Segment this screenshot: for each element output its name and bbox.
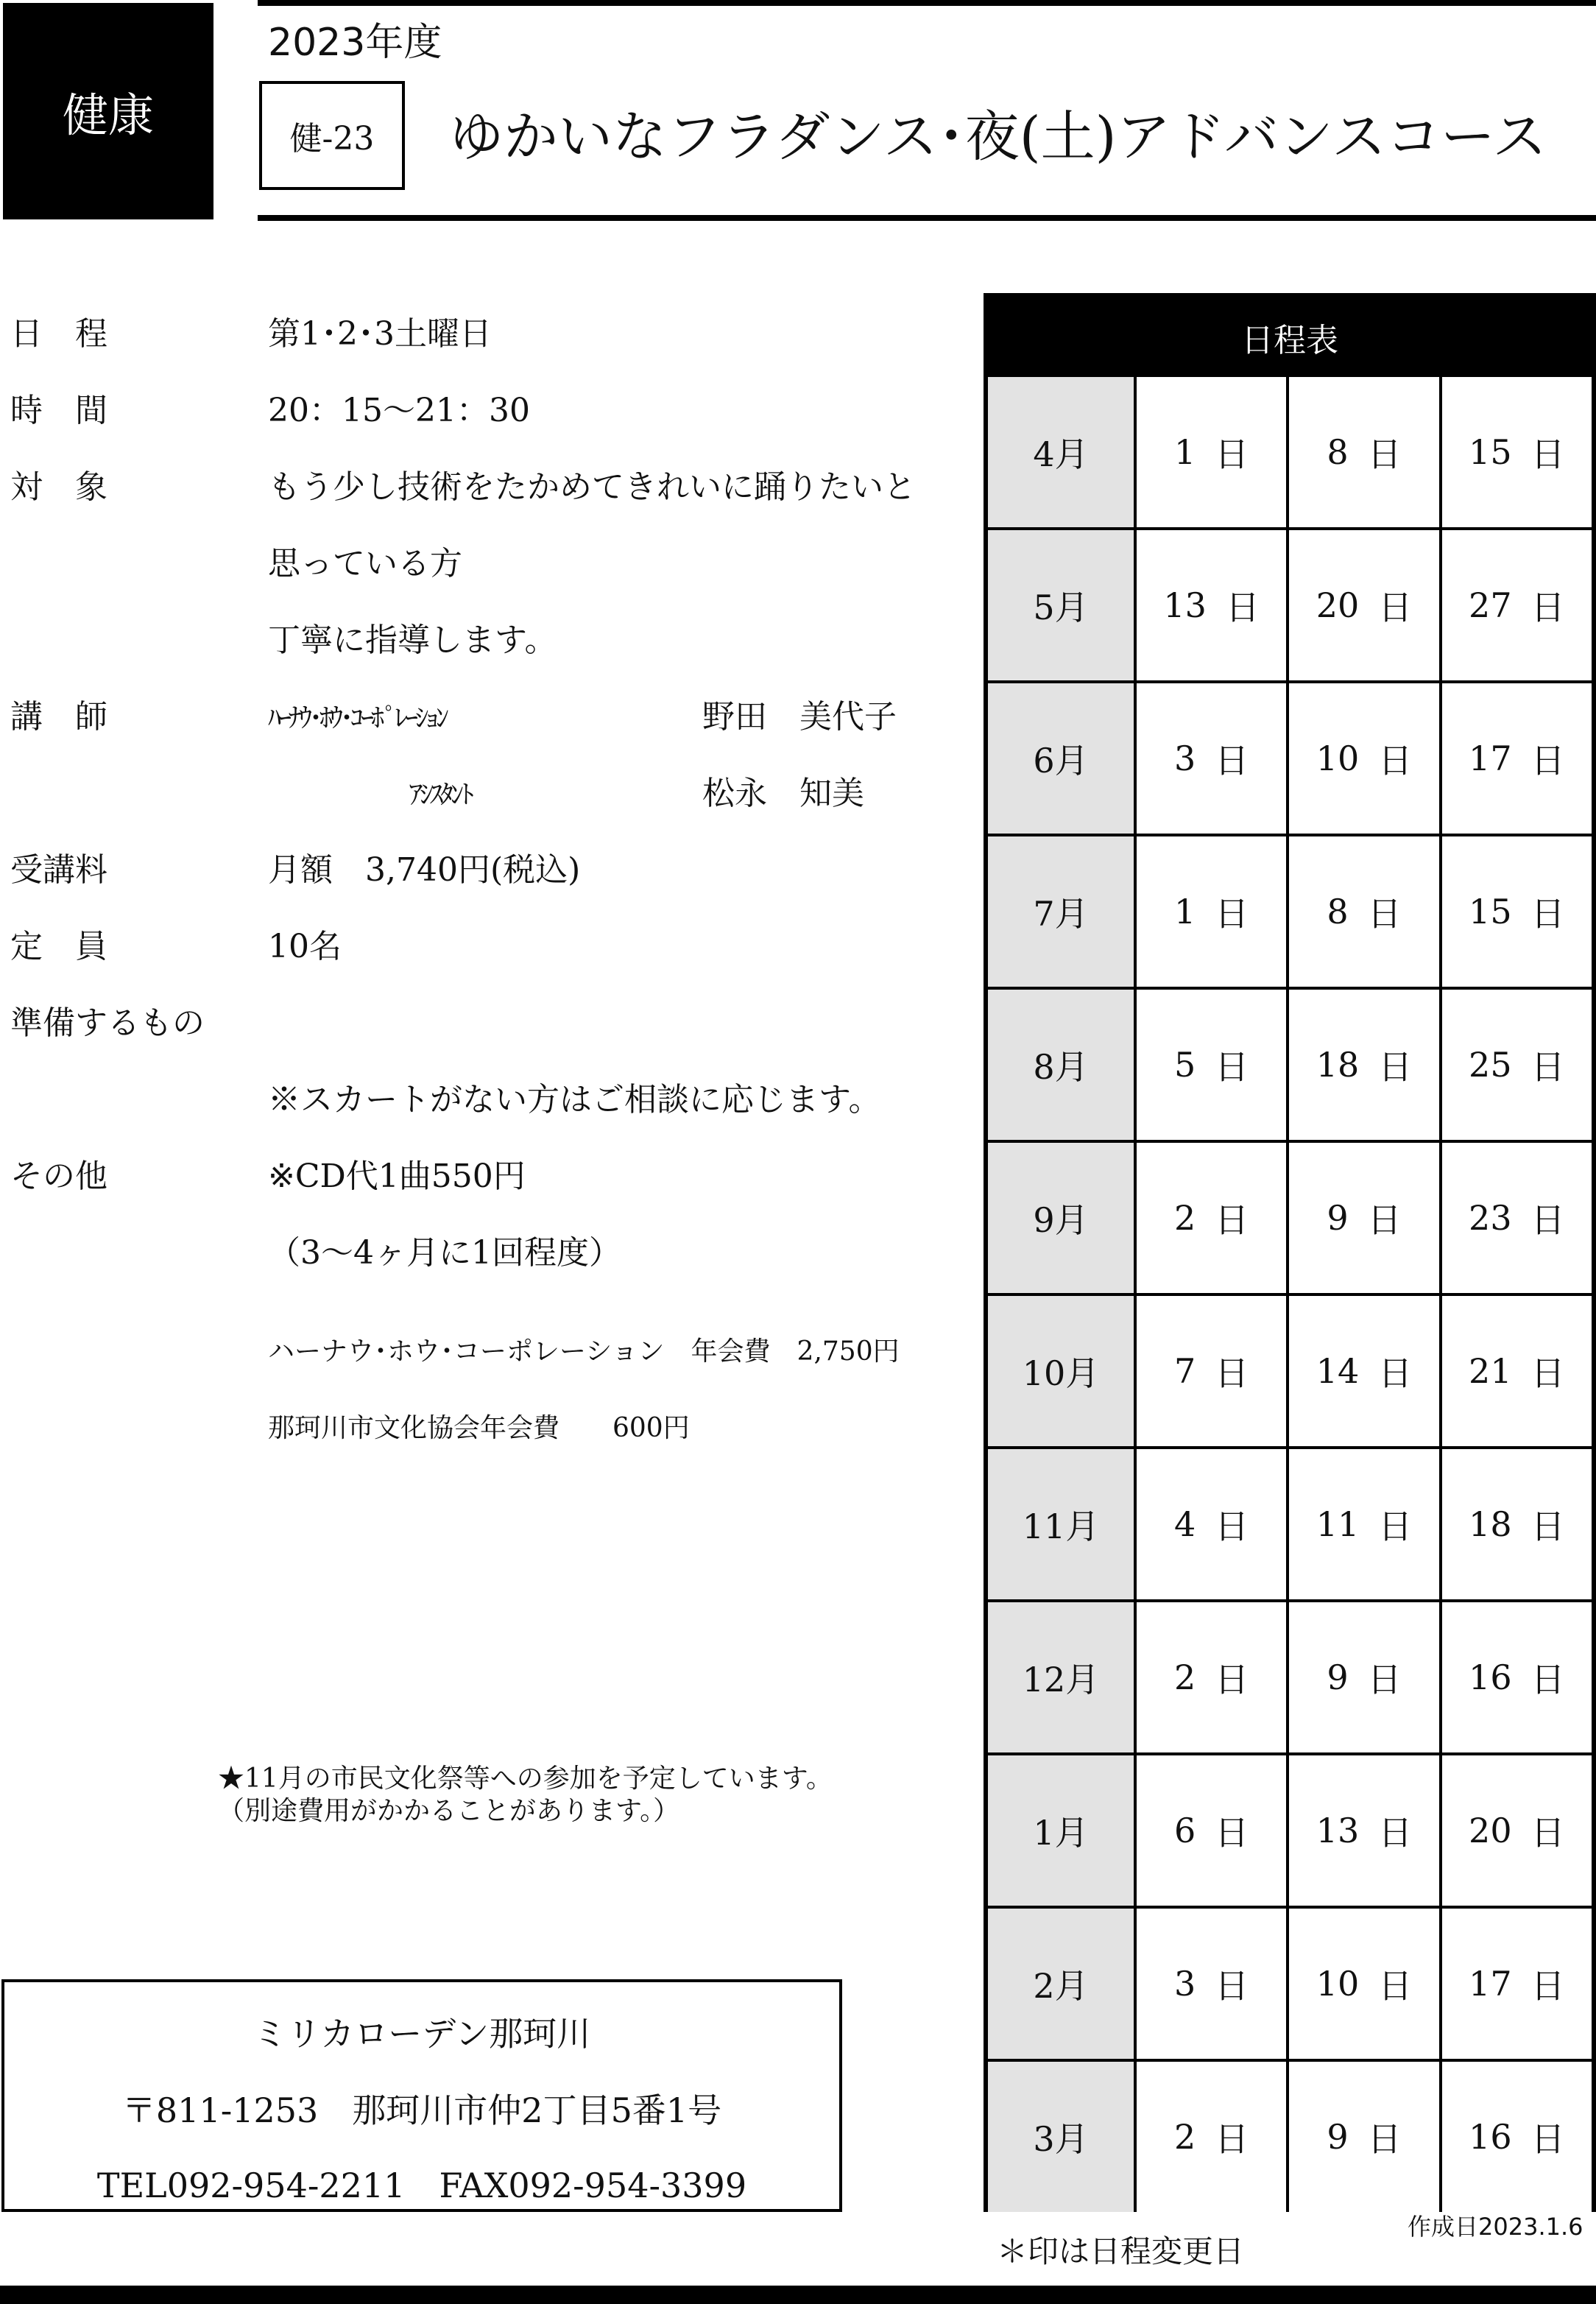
schedule-day: 1 <box>1174 432 1196 472</box>
schedule-month: 1月 <box>988 1755 1134 1906</box>
course-code: 健-23 <box>259 81 405 190</box>
schedule-month: 9月 <box>988 1143 1134 1293</box>
schedule-day-cell <box>1442 990 1592 1140</box>
other-line-1: ※CD代1曲550円 <box>268 1158 526 1195</box>
schedule-day: 27 <box>1469 585 1512 625</box>
target-line-3: 丁寧に指導します。 <box>268 621 557 659</box>
schedule-day-cell <box>1442 1143 1592 1293</box>
schedule-day: 15 <box>1469 892 1512 931</box>
schedule-day-cell <box>1289 1143 1438 1293</box>
schedule-day-unit: 日 <box>1215 1813 1249 1853</box>
schedule-day-unit: 日 <box>1530 1047 1565 1087</box>
schedule-day-unit: 日 <box>1530 1353 1565 1393</box>
schedule-day-cell <box>1442 1909 1592 2059</box>
schedule-month: 6月 <box>988 683 1134 834</box>
schedule-day-cell <box>1289 2062 1438 2212</box>
schedule-day-cell <box>1137 1602 1286 1752</box>
schedule-day: 18 <box>1469 1504 1512 1544</box>
schedule-day-cell <box>1137 990 1286 1140</box>
course-title: ゆかいなフラダンス･夜(土)アドバンスコース <box>449 105 1547 169</box>
schedule-day: 20 <box>1469 1811 1512 1850</box>
schedule-day-cell <box>1442 836 1592 987</box>
schedule-day-cell <box>1442 1449 1592 1599</box>
schedule-day-cell <box>1442 1296 1592 1446</box>
schedule-day-unit: 日 <box>1530 434 1565 474</box>
schedule-day-cell <box>1289 377 1438 527</box>
schedule-day-cell <box>1289 1602 1438 1752</box>
schedule-day-cell <box>1137 836 1286 987</box>
schedule-day-unit: 日 <box>1215 2119 1249 2159</box>
schedule-title: 日程表 <box>1241 322 1338 359</box>
capacity-label: 定 員 <box>10 928 107 965</box>
schedule-day-unit: 日 <box>1530 1200 1565 1240</box>
schedule-day-unit: 日 <box>1215 1353 1249 1393</box>
venue-contact: TEL092-954-2211 FAX092-954-3399 <box>96 2166 747 2205</box>
items-note: ※スカートがない方はご相談に応じます。 <box>268 1081 881 1118</box>
top-rule <box>258 0 1596 6</box>
other-label: その他 <box>10 1158 107 1195</box>
schedule-day-cell <box>1137 2062 1286 2212</box>
schedule-day-cell <box>1137 1449 1286 1599</box>
schedule-day: 6 <box>1174 1811 1196 1850</box>
schedule-day-unit: 日 <box>1215 741 1249 781</box>
schedule-day-cell <box>1289 1909 1438 2059</box>
schedule-day-cell <box>1442 683 1592 834</box>
venue-box <box>1 1979 842 2212</box>
schedule-day-cell <box>1289 683 1438 834</box>
change-note: ＊印は日程変更日 <box>997 2233 1245 2269</box>
schedule-day-unit: 日 <box>1378 1966 1413 2006</box>
venue-address: 〒811-1253 那珂川市仲2丁目5番1号 <box>121 2090 722 2130</box>
fee-label: 受講料 <box>10 851 107 889</box>
assistant-role: ｱｼｽﾀﾝﾄ <box>409 780 471 810</box>
schedule-day-unit: 日 <box>1215 434 1249 474</box>
schedule-day: 11 <box>1316 1504 1360 1544</box>
schedule-month: 12月 <box>988 1602 1134 1752</box>
schedule-day-unit: 日 <box>1215 1660 1249 1699</box>
bottom-rule <box>0 2286 1596 2304</box>
schedule-day-unit: 日 <box>1530 2119 1565 2159</box>
schedule-day-cell <box>1442 1602 1592 1752</box>
schedule-day: 14 <box>1316 1351 1360 1391</box>
schedule-day-unit: 日 <box>1367 1660 1402 1699</box>
event-note <box>218 1763 833 1828</box>
schedule-day: 8 <box>1327 892 1349 931</box>
instructor-name: 野田 美代子 <box>702 698 897 736</box>
schedule-day-unit: 日 <box>1367 2119 1402 2159</box>
schedule-day: 13 <box>1316 1811 1360 1850</box>
schedule-day: 4 <box>1174 1504 1196 1544</box>
schedule-day: 5 <box>1174 1045 1196 1085</box>
schedule-day: 1 <box>1174 892 1196 931</box>
schedule-day-cell <box>1442 530 1592 680</box>
assistant-name: 松永 知美 <box>702 775 864 812</box>
schedule-day-cell <box>1137 377 1286 527</box>
capacity-value: 10名 <box>268 928 342 965</box>
other-line-3: ハーナウ･ホウ･コーポレーション 年会費 2,750円 <box>268 1336 900 1367</box>
schedule-day-cell <box>1289 1296 1438 1446</box>
target-line-1: もう少し技術をたかめてきれいに踊りたいと <box>268 468 916 506</box>
schedule-day-cell <box>1137 1296 1286 1446</box>
schedule-month: 2月 <box>988 1909 1134 2059</box>
schedule-grid <box>988 377 1592 2212</box>
schedule-day: 16 <box>1469 1657 1512 1697</box>
schedule-day: 9 <box>1327 1198 1349 1238</box>
schedule-day: 25 <box>1469 1045 1512 1085</box>
schedule-day-unit: 日 <box>1378 588 1413 627</box>
schedule-day-cell <box>1289 836 1438 987</box>
schedule-day-unit: 日 <box>1215 894 1249 934</box>
target-label: 対 象 <box>10 468 107 506</box>
schedule-day: 23 <box>1469 1198 1512 1238</box>
schedule-day: 18 <box>1316 1045 1360 1085</box>
schedule-day: 10 <box>1316 1964 1360 2004</box>
venue-name: ミリカローデン那珂川 <box>253 2014 591 2054</box>
schedule-day: 17 <box>1469 1964 1512 2004</box>
schedule-day-unit: 日 <box>1530 894 1565 934</box>
schedule-day-cell <box>1442 2062 1592 2212</box>
event-note-line-2: （別途費用がかかることがあります。） <box>218 1796 680 1826</box>
schedule-month: 10月 <box>988 1296 1134 1446</box>
schedule-day: 10 <box>1316 739 1360 778</box>
schedule-day: 21 <box>1469 1351 1512 1391</box>
schedule-day-unit: 日 <box>1530 741 1565 781</box>
schedule-day-unit: 日 <box>1367 1200 1402 1240</box>
schedule-day-cell <box>1289 1449 1438 1599</box>
schedule-day: 17 <box>1469 739 1512 778</box>
schedule-day-unit: 日 <box>1215 1047 1249 1087</box>
schedule-day: 20 <box>1316 585 1360 625</box>
schedule-day: 3 <box>1174 1964 1196 2004</box>
schedule-day: 3 <box>1174 739 1196 778</box>
fiscal-year: 2023年度 <box>268 21 442 65</box>
schedule-day-unit: 日 <box>1225 588 1260 627</box>
schedule-day-cell <box>1289 990 1438 1140</box>
schedule-day: 7 <box>1174 1351 1196 1391</box>
schedule-day: 2 <box>1174 1198 1196 1238</box>
other-line-4: 那珂川市文化協会年会費 600円 <box>268 1413 690 1443</box>
schedule-day-cell <box>1442 377 1592 527</box>
schedule-day-cell <box>1289 530 1438 680</box>
created-date: 作成日2023.1.6 <box>1408 2213 1583 2241</box>
schedule-day: 16 <box>1469 2117 1512 2157</box>
schedule-day: 9 <box>1327 2117 1349 2157</box>
schedule-table <box>984 293 1596 2212</box>
schedule-day-unit: 日 <box>1530 588 1565 627</box>
schedule-day-unit: 日 <box>1530 1660 1565 1699</box>
schedule-day-unit: 日 <box>1530 1966 1565 2006</box>
schedule-day: 15 <box>1469 432 1512 472</box>
schedule-day-unit: 日 <box>1378 1507 1413 1546</box>
schedule-day-cell <box>1137 530 1286 680</box>
schedule-month: 5月 <box>988 530 1134 680</box>
schedule-day-unit: 日 <box>1215 1966 1249 2006</box>
schedule-day-unit: 日 <box>1378 1353 1413 1393</box>
schedule-label: 日 程 <box>10 315 107 353</box>
schedule-month: 4月 <box>988 377 1134 527</box>
schedule-day-cell <box>1442 1755 1592 1906</box>
schedule-day: 13 <box>1163 585 1207 625</box>
schedule-day-unit: 日 <box>1530 1507 1565 1546</box>
items-label: 準備するもの <box>10 1004 205 1042</box>
schedule-month: 11月 <box>988 1449 1134 1599</box>
schedule-day-unit: 日 <box>1378 1813 1413 1853</box>
event-note-line-1: ★11月の市民文化祭等への参加を予定しています。 <box>218 1764 833 1794</box>
schedule-day: 8 <box>1327 432 1349 472</box>
schedule-day-unit: 日 <box>1215 1200 1249 1240</box>
schedule-day-unit: 日 <box>1215 1507 1249 1546</box>
schedule-value: 第1･2･3土曜日 <box>268 315 492 353</box>
schedule-day-unit: 日 <box>1530 1813 1565 1853</box>
title-rule <box>258 215 1596 221</box>
schedule-day-unit: 日 <box>1378 741 1413 781</box>
schedule-month: 3月 <box>988 2062 1134 2212</box>
schedule-day: 2 <box>1174 2117 1196 2157</box>
target-line-2: 思っている方 <box>268 545 462 582</box>
other-line-2: （3～4ヶ月に1回程度） <box>268 1234 621 1272</box>
schedule-day: 9 <box>1327 1657 1349 1697</box>
schedule-day-cell <box>1137 1755 1286 1906</box>
time-value: 20：15～21：30 <box>268 392 530 429</box>
schedule-month: 7月 <box>988 836 1134 987</box>
schedule-day-cell <box>1289 1755 1438 1906</box>
schedule-day-unit: 日 <box>1378 1047 1413 1087</box>
schedule-day-unit: 日 <box>1367 894 1402 934</box>
schedule-day-unit: 日 <box>1367 434 1402 474</box>
time-label: 時 間 <box>10 392 107 429</box>
schedule-day-cell <box>1137 683 1286 834</box>
schedule-day-cell <box>1137 1909 1286 2059</box>
schedule-month: 8月 <box>988 990 1134 1140</box>
schedule-day: 2 <box>1174 1657 1196 1697</box>
instructor-label: 講 師 <box>10 698 107 736</box>
fee-value: 月額 3,740円(税込) <box>268 851 581 889</box>
category-badge: 健康 <box>3 3 213 219</box>
schedule-day-cell <box>1137 1143 1286 1293</box>
instructor-org: ﾊｰﾅｳ･ﾎｳ･ｺｰﾎﾟﾚｰｼｮﾝ <box>268 703 446 733</box>
